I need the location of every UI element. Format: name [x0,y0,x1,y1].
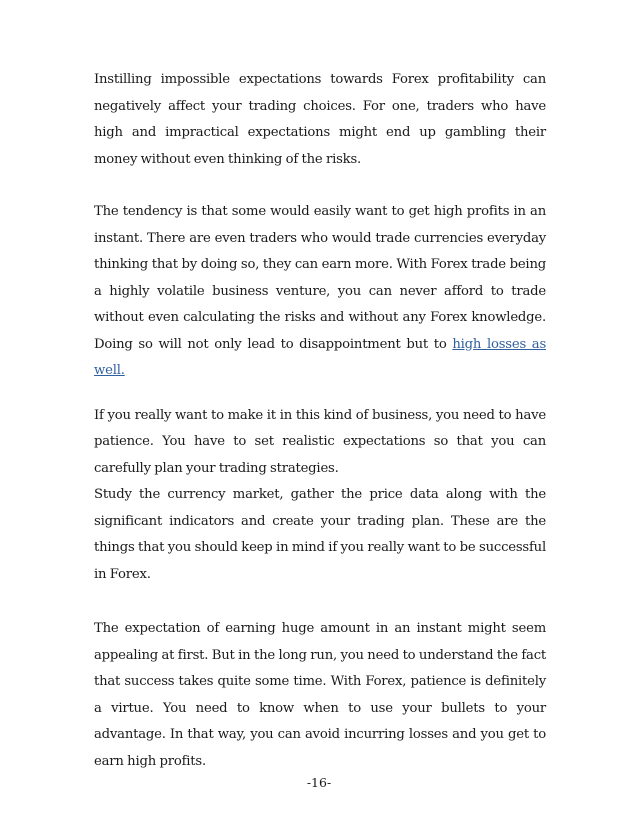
document-body [94,67,546,775]
paragraph-tendency [94,199,546,385]
paragraph-unrealistic-expectations: Instilling impossible expectations towards Forex profitability can negatively affect your trading choices. For one, traders who have high and impractical expectations might end up gambling their money without even thinking of the risks. [94,72,546,167]
paragraph-study-market: Study the currency market, gather the price data along with the significant indicators and create your trading plan. These are the things that you should keep in mind if you really want to be successful in Forex. [94,487,546,582]
paragraph-expectation-earning: The expectation of earning huge amount in an instant might seem appealing at first. But in the long run, you need to understand the fact that success takes quite some time. With Forex, patience is definitely a virtue. You need to know when to use your bullets to your advantage. In that way, you can avoid incurring losses and you get to earn high profits. [94,621,546,769]
paragraph-tendency-text: The tendency is that some would easily want to get high profits in an instant. There are even traders who would trade currencies everyday thinking that by doing so, they can earn more. With Forex trade being a highly volatile business venture, you can never afford to trade without even calculating the risks and without any Forex knowledge. Doing so will not only lead to disappointment but to [94,204,546,352]
paragraph-patience: If you really want to make it in this kind of business, you need to have patience. You have to set realistic expectations so that you can carefully plan your trading strategies. [94,407,546,476]
high-losses-link[interactable]: high losses as well. [94,336,547,378]
page-number: -16- [306,775,332,790]
